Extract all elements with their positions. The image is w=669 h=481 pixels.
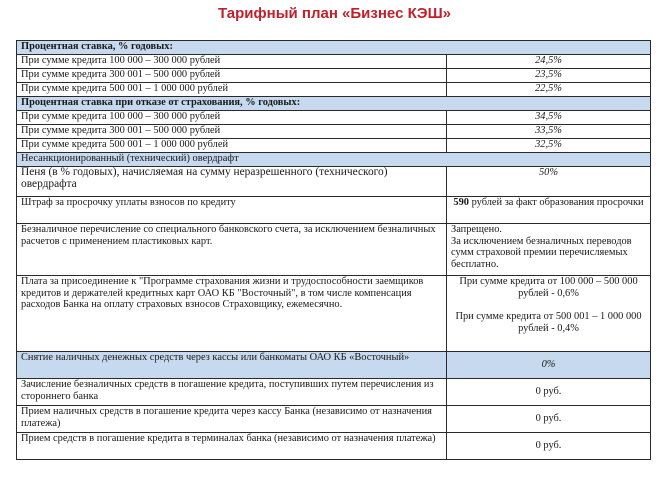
row-label: При сумме кредита 300 001 – 500 000 рублей <box>17 125 447 139</box>
section-header-overdraft: Несанкционированный (технический) овердрафт <box>17 153 651 167</box>
transfer-value <box>447 224 651 276</box>
table-row <box>17 139 651 153</box>
insurance-fee-value <box>447 276 651 352</box>
page-title: Тарифный план «Бизнес КЭШ» <box>218 5 451 22</box>
fee-value: 0 руб. <box>447 379 651 406</box>
late-fee-text: рублей за факт образования просрочки <box>469 197 644 208</box>
table-row <box>17 69 651 83</box>
late-fee-amount: 590 <box>453 197 469 208</box>
table-row <box>17 41 651 55</box>
table-row <box>17 352 651 379</box>
table-row <box>17 83 651 97</box>
table-row <box>17 224 651 276</box>
penalty-value: 50% <box>447 167 651 197</box>
row-label: При сумме кредита 100 000 – 300 000 рублей <box>17 55 447 69</box>
insurance-fee-label: Плата за присоединение к "Программе страхования жизни и трудоспособности заемщиков кредитов и держателей кредитных карт ОАО КБ "Восточный", в том числе компенсация расходов Банка на оплату страховых взносов Страховщику, ежемесячно. <box>17 276 447 352</box>
fee-value: 0 руб. <box>447 433 651 460</box>
table-row <box>17 97 651 111</box>
row-value: 23,5% <box>447 69 651 83</box>
row-value: 33,5% <box>447 125 651 139</box>
section-header-no-insurance: Процентная ставка при отказе от страхования, % годовых: <box>17 97 651 111</box>
penalty-label: Пеня (в % годовых), начисляемая на сумму неразрешенного (технического) овердрафта <box>17 167 447 197</box>
table-row <box>17 197 651 224</box>
section-header-rate: Процентная ставка, % годовых: <box>17 41 651 55</box>
late-fee-value <box>447 197 651 224</box>
row-label: При сумме кредита 500 001 – 1 000 000 рублей <box>17 83 447 97</box>
transfer-value-line2: За исключением безналичных переводов сумм страховой премии перечисляемых бесплатно. <box>451 235 632 270</box>
table-row <box>17 167 651 197</box>
fee-value: 0 руб. <box>447 406 651 433</box>
row-value: 34,5% <box>447 111 651 125</box>
table-row <box>17 125 651 139</box>
table-row <box>17 153 651 167</box>
row-label: При сумме кредита 500 001 – 1 000 000 рублей <box>17 139 447 153</box>
table-row <box>17 55 651 69</box>
table-row <box>17 379 651 406</box>
row-value: 32,5% <box>447 139 651 153</box>
fee-label: Зачисление безналичных средств в погашение кредита, поступивших путем перечисления из стороннего банка <box>17 379 447 406</box>
late-fee-label: Штраф за просрочку уплаты взносов по кредиту <box>17 197 447 224</box>
fee-label: Прием наличных средств в погашение кредита через кассу Банка (независимо от назначения платежа) <box>17 406 447 433</box>
table-row <box>17 406 651 433</box>
row-label: При сумме кредита 300 001 – 500 000 рублей <box>17 69 447 83</box>
insurance-fee-tier-2: При сумме кредита от 500 001 – 1 000 000 рублей - 0,4% <box>455 311 642 334</box>
cash-withdrawal-label: Снятие наличных денежных средств через кассы или банкоматы ОАО КБ «Восточный» <box>17 352 447 379</box>
table-row <box>17 433 651 460</box>
table-row <box>17 111 651 125</box>
tariff-table <box>16 40 651 460</box>
table-row <box>17 276 651 352</box>
transfer-label: Безналичное перечисление со специального банковского счета, за исключением безналичных расчетов с применением пластиковых карт. <box>17 224 447 276</box>
row-value: 24,5% <box>447 55 651 69</box>
insurance-fee-tier-1: При сумме кредита от 100 000 – 500 000 рублей - 0,6% <box>459 276 638 299</box>
row-value: 22,5% <box>447 83 651 97</box>
row-label: При сумме кредита 100 000 – 300 000 рублей <box>17 111 447 125</box>
fee-label: Прием средств в погашение кредита в терминалах банка (независимо от назначения платежа) <box>17 433 447 460</box>
transfer-value-line1: Запрещено. <box>451 224 503 235</box>
cash-withdrawal-value: 0% <box>447 352 651 379</box>
